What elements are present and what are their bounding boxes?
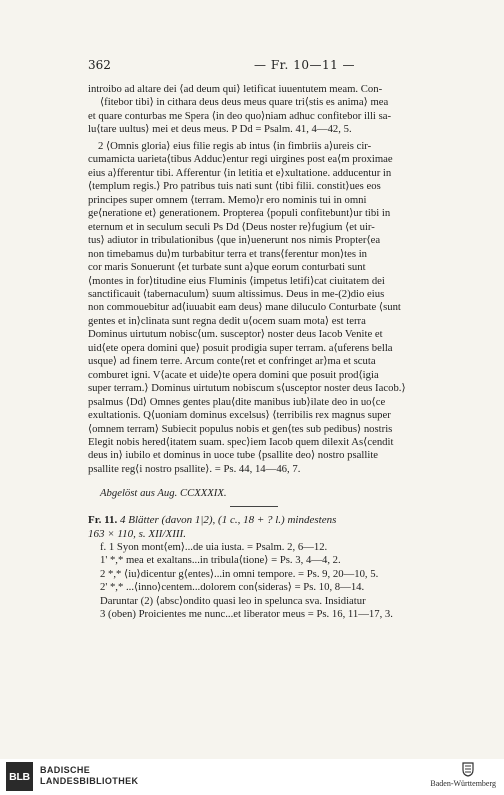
- text-line: sanctificauit ⟨tabernaculum⟩ suum altissimus. Deus in me-(2)dio eius: [88, 287, 385, 300]
- text-line: ⟨fitebor tibi⟩ in cithara deus deus meus quare tri⟨stis es anima⟩ mea: [100, 96, 389, 109]
- page-header: [88, 58, 448, 76]
- library-name-line-1: BADISCHE: [40, 765, 91, 775]
- text-line: super terram.⟩ Dominus uirtutum nobiscum s⟨usceptor noster deus Iacob.⟩: [88, 382, 406, 395]
- text-line: psallite reg⟨i nostro psallite⟩. = Ps. 44, 14—46, 7.: [88, 462, 301, 475]
- text-line: lu⟨tare uultus⟩ mei et deus meus. P Dd = Psalm. 41, 4—42, 5.: [88, 123, 352, 136]
- list-item: 2 *,* ⟨iu⟩dicentur g⟨entes⟩...in omni tempore. = Ps. 9, 20—10, 5.: [100, 567, 379, 580]
- fragment-description-line-2: 163 × 110, s. XII/XIII.: [88, 528, 186, 540]
- fragment-label: Fr. 11.: [88, 514, 118, 526]
- text-line: principes super omnem ⟨terram. Memo⟩r ero nominis tui in omni: [88, 193, 367, 206]
- text-line: et quare conturbas me Spera ⟨in deo quo⟩niam adhuc confitebor illi sa-: [88, 109, 392, 122]
- list-item: 1' *,* mea et exaltans...in tribula⟨tione⟩ = Ps. 3, 4—4, 2.: [100, 554, 341, 567]
- text-line: introibo ad altare dei ⟨ad deum qui⟩ letificat iuuentutem meam. Con-: [88, 83, 383, 95]
- text-line: 2 ⟨Omnis gloria⟩ eius filie regis ab intus ⟨in fimbriis a⟩ureis cir-: [98, 140, 372, 152]
- blb-logo[interactable]: BLB: [6, 762, 33, 791]
- text-line: ⟨templum regis.⟩ Pro patribus tuis nati sunt ⟨tibi filii. constit⟩ues eos: [88, 180, 381, 193]
- text-line: eternum et in seculum seculi Ps Dd ⟨Deus noster re⟩fugium ⟨et uir-: [88, 220, 375, 233]
- state-name: Baden-Württemberg: [430, 779, 496, 788]
- text-line: non commouebitur ad⟨iuuabit eam deus⟩ mane diluculo Conturbate ⟨sunt: [88, 301, 401, 314]
- fragment-description-line-1: 4 Blätter (davon 1|2), (1 c., 18 + ? l.) mindestens: [120, 514, 337, 526]
- text-line: gentes et in⟩clinata sunt regna dedit u⟨ocem suam mota⟩ est terra: [88, 314, 366, 327]
- list-item: Daruntar (2) ⟨absc⟩ondito quasi leo in spelunca sva. Insidiatur: [100, 594, 366, 607]
- list-item: 3 (oben) Proicientes me nunc...et liberator meus = Ps. 16, 11—17, 3.: [100, 608, 393, 621]
- text-line: eius a⟩fferentur tibi. Afferentur ⟨in letitia et e⟩xultatione. adducentur in: [88, 166, 392, 179]
- text-line: non timebamus du⟩m turbabitur terra et trans⟨ferentur mon⟩tes in: [88, 247, 368, 260]
- text-line: deus in⟩ iubilo et dominus in uoce tube ⟨psallite deo⟩ nostro psallite: [88, 449, 379, 462]
- text-line: Elegit nobis hered⟨itatem suam. spec⟩iem Iacob quem dilexit As⟨cendit: [88, 435, 394, 448]
- page-number: 362: [88, 58, 111, 72]
- text-line: uid⟨ete opera domini que⟩ posuit prodigia super terram. a⟨uferens bella: [88, 341, 393, 354]
- text-line: Dominus uirtutum nobisc⟨um. susceptor⟩ noster deus Iacob Venite et: [88, 328, 383, 341]
- provenance-note: Abgelöst aus Aug. CCXXXIX.: [100, 487, 227, 499]
- text-line: ⟨omnem terram⟩ Subiecit populus nobis et gen⟨tes sub pedibus⟩ nostris: [88, 422, 393, 435]
- fragment-contents: [88, 541, 448, 622]
- text-line: comburet igni. V⟨acate et uide⟩te opera domini que posuit prod⟨igia: [88, 368, 379, 381]
- paragraph-1: [88, 83, 448, 137]
- section-divider: [230, 506, 278, 507]
- text-line: cor maris Sonuerunt ⟨et turbate sunt a⟩que eorum conturbati sunt: [88, 261, 366, 274]
- paragraph-2: [88, 140, 448, 476]
- library-name: [40, 765, 138, 787]
- text-line: exultationis. Q⟨uoniam dominus excelsus⟩ ⟨terribilis rex magnus super: [88, 409, 391, 422]
- library-footer: [0, 759, 504, 795]
- text-line: ⟨montes in for⟩titudine eius Fluminis ⟨impetus letifi⟩cat ciuitatem dei: [88, 274, 385, 287]
- baden-wuerttemberg-crest-icon: [460, 761, 476, 777]
- list-item: f. 1 Syon mont⟨em⟩...de uia iusta. = Psalm. 2, 6—12.: [100, 541, 328, 553]
- text-line: tus⟩ adiutor in tribulationibus ⟨que in⟩uenerunt nos nimis Propter⟨ea: [88, 234, 381, 247]
- text-line: ge⟨neratione et⟩ generationem. Propterea ⟨populi confitebunt⟩ur tibi in: [88, 207, 391, 220]
- text-line: psalmus ⟨Dd⟩ Omnes gentes plau⟨dite manibus iub⟩ilate deo in uo⟨ce: [88, 395, 386, 408]
- fragment-heading: [88, 513, 448, 541]
- text-line: usque⟩ ad finem terre. Arcum conte⟨ret et confringet ar⟩ma et scuta: [88, 355, 376, 368]
- running-head: — Fr. 10—11 —: [254, 58, 356, 72]
- library-name-line-2: LANDESBIBLIOTHEK: [40, 776, 139, 786]
- list-item: 2' *,* ...⟨inno⟩centem...dolorem con⟨sideras⟩ = Ps. 10, 8—14.: [100, 581, 365, 594]
- text-line: cumamicta uarieta⟨tibus Adduc⟩entur regi uirgines post ea⟨m proximae: [88, 153, 393, 166]
